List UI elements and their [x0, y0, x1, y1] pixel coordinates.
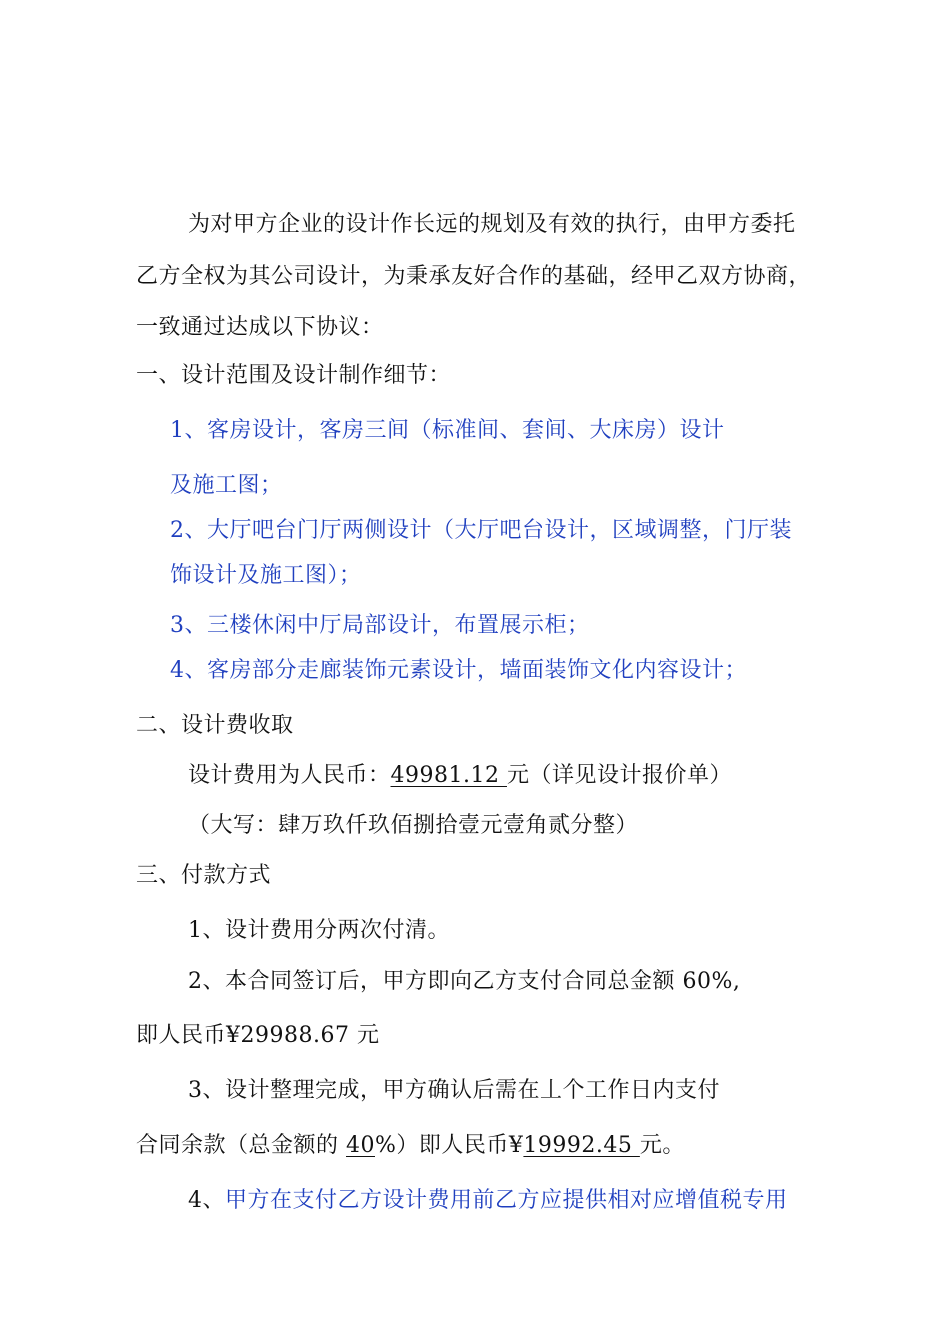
fee-prefix: 设计费用为人民币：: [188, 763, 391, 788]
intro-line-3: 一致通过达成以下协议：: [136, 315, 384, 340]
payment-item-2-line-1: 2、本合同签订后，甲方即向乙方支付合同总金额 60%,: [188, 969, 741, 994]
balance-percent: 40: [346, 1133, 375, 1158]
payment-item-4: [188, 1186, 788, 1216]
intro-line-1: 为对甲方企业的设计作长远的规划及有效的执行，由甲方委托: [188, 212, 796, 237]
section1-item-2-line-2: 饰设计及施工图）；: [170, 563, 362, 588]
section1-item-4: 4、客房部分走廊装饰元素设计，墙面装饰文化内容设计；: [170, 658, 747, 683]
balance-suffix: 元。: [639, 1133, 685, 1158]
fee-suffix: 元（详见设计报价单）: [506, 763, 732, 788]
payment-item-3-line-2: [136, 1131, 685, 1161]
payment-item-4-text: 甲方在支付乙方设计费用前乙方应提供相对应增值税专用: [225, 1188, 788, 1213]
balance-percent-rest: %）即人民币¥: [375, 1133, 524, 1158]
section1-item-3: 3、三楼休闲中厅局部设计，布置展示柜；: [170, 613, 590, 638]
section1-item-1-line-1: 1、客房设计，客房三间（标准间、套间、大床房）设计: [170, 418, 725, 443]
payment-item-4-number: 4、: [188, 1188, 225, 1213]
fee-line: [188, 761, 732, 791]
section1-heading: 一、设计范围及设计制作细节：: [136, 363, 452, 388]
section2-heading: 二、设计费收取: [136, 713, 294, 738]
fee-in-words: （大写：肆万玖仟玖佰捌拾壹元壹角贰分整）: [188, 813, 639, 838]
balance-prefix: 合同余款（总金额的: [136, 1133, 346, 1158]
payment-item-2-line-2: 即人民币¥29988.67 元: [136, 1023, 380, 1048]
fee-amount: 49981.12: [390, 763, 507, 788]
payment-item-1: 1、设计费用分两次付清。: [188, 918, 450, 943]
balance-amount: 19992.45: [523, 1133, 640, 1158]
section1-item-1-line-2: 及施工图；: [170, 473, 283, 498]
intro-line-2: 乙方全权为其公司设计，为秉承友好合作的基础，经甲乙双方协商，: [136, 264, 812, 289]
section1-item-2-line-1: 2、大厅吧台门厅两侧设计（大厅吧台设计，区域调整，门厅装: [170, 518, 792, 543]
payment-item-3-line-1: 3、设计整理完成，甲方确认后需在丄个工作日内支付: [188, 1078, 720, 1103]
section3-heading: 三、付款方式: [136, 863, 272, 888]
